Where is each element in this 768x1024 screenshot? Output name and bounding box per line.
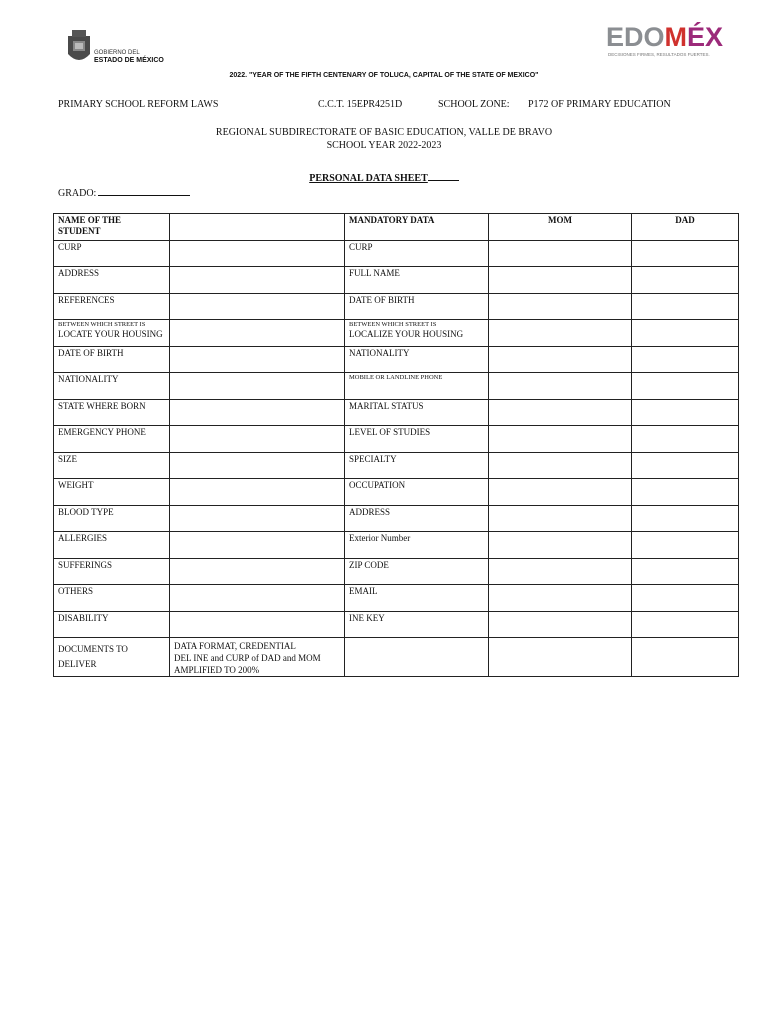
student-field-input[interactable] — [170, 426, 345, 453]
parent-street-big: LOCALIZE YOUR HOUSING — [349, 329, 464, 339]
school-year: SCHOOL YEAR 2022-2023 — [326, 140, 442, 151]
title-underline — [428, 170, 459, 181]
parent-field-label: DATE OF BIRTH — [345, 293, 489, 320]
student-field-input[interactable] — [170, 267, 345, 294]
mom-field-input[interactable] — [489, 505, 632, 532]
mom-field-input[interactable] — [489, 585, 632, 612]
dad-field-input[interactable] — [632, 320, 739, 347]
header-mandatory: MANDATORY DATA — [345, 214, 489, 241]
government-logo — [64, 28, 174, 72]
student-field-input[interactable] — [170, 346, 345, 373]
mom-field-input[interactable] — [489, 320, 632, 347]
table-row — [54, 479, 739, 506]
table-row — [54, 505, 739, 532]
student-field-label: SUFFERINGS — [54, 558, 170, 585]
table-row — [54, 373, 739, 400]
cct-code: C.C.T. 15EPR4251D — [318, 99, 403, 110]
student-field-input[interactable] — [170, 479, 345, 506]
student-field-input[interactable] — [170, 373, 345, 400]
parent-field-label: SPECIALTY — [345, 452, 489, 479]
dad-field-input[interactable] — [632, 505, 739, 532]
page-title — [0, 170, 768, 184]
table-row — [54, 267, 739, 294]
student-field-input[interactable] — [170, 293, 345, 320]
brand-m: M — [664, 22, 688, 52]
student-field-input[interactable] — [170, 505, 345, 532]
parent-field-label: EMAIL — [345, 585, 489, 612]
student-field-label: DISABILITY — [54, 611, 170, 638]
personal-data-table — [53, 213, 739, 677]
table-row — [54, 426, 739, 453]
page-title-text: PERSONAL DATA SHEET — [309, 173, 428, 184]
government-name — [94, 50, 164, 64]
student-field-input[interactable] — [170, 240, 345, 267]
mom-field-input[interactable] — [489, 373, 632, 400]
mom-field-input[interactable] — [489, 267, 632, 294]
student-field-label: NATIONALITY — [54, 373, 170, 400]
header-mom: MOM — [489, 214, 632, 241]
parent-field-label: CURP — [345, 240, 489, 267]
mom-field-input[interactable] — [489, 240, 632, 267]
student-street-small: BETWEEN WHICH STREET IS — [58, 321, 146, 328]
header-student: NAME OF THE STUDENT — [54, 214, 170, 241]
table-row — [54, 320, 739, 347]
parent-street-label — [345, 320, 489, 347]
dad-field-input[interactable] — [632, 558, 739, 585]
student-field-input[interactable] — [170, 611, 345, 638]
year-motto: 2022. "YEAR OF THE FIFTH CENTENARY OF TOLUCA, CAPITAL OF THE STATE OF MEXICO" — [229, 72, 539, 79]
school-zone-value: P172 OF PRIMARY EDUCATION — [528, 99, 671, 110]
dad-documents-input[interactable] — [632, 638, 739, 677]
parent-field-label: Exterior Number — [345, 532, 489, 559]
table-header-row — [54, 214, 739, 241]
table-row — [54, 240, 739, 267]
dad-field-input[interactable] — [632, 479, 739, 506]
mom-documents-input[interactable] — [489, 638, 632, 677]
parent-field-label: INE KEY — [345, 611, 489, 638]
gov-line-1: GOBIERNO DEL — [94, 50, 140, 56]
dad-field-input[interactable] — [632, 426, 739, 453]
dad-field-input[interactable] — [632, 585, 739, 612]
student-field-label: OTHERS — [54, 585, 170, 612]
parent-field-label: MARITAL STATUS — [345, 399, 489, 426]
grado-field[interactable] — [58, 185, 190, 199]
mom-field-input[interactable] — [489, 558, 632, 585]
student-field-label: SIZE — [54, 452, 170, 479]
edomex-tagline: DECISIONES FIRMES, RESULTADOS FUERTES. — [608, 52, 710, 57]
parent-field-label: NATIONALITY — [345, 346, 489, 373]
brand-edo: EDO — [606, 22, 665, 52]
school-type: PRIMARY SCHOOL REFORM LAWS — [58, 99, 219, 110]
dad-field-input[interactable] — [632, 611, 739, 638]
student-field-label: REFERENCES — [54, 293, 170, 320]
phone-label: MOBILE OR LANDLINE PHONE — [349, 374, 443, 381]
student-field-label: CURP — [54, 240, 170, 267]
table-row — [54, 558, 739, 585]
student-field-label: EMERGENCY PHONE — [54, 426, 170, 453]
mom-field-input[interactable] — [489, 532, 632, 559]
state-seal-icon — [64, 28, 94, 68]
dad-field-input[interactable] — [632, 532, 739, 559]
mom-field-input[interactable] — [489, 611, 632, 638]
table-row — [54, 399, 739, 426]
student-field-input[interactable] — [170, 532, 345, 559]
edomex-wordmark — [606, 22, 723, 53]
dad-field-input[interactable] — [632, 373, 739, 400]
student-field-label: BLOOD TYPE — [54, 505, 170, 532]
documents-empty[interactable] — [345, 638, 489, 677]
documents-value-2: DEL INE and CURP of DAD and MOM — [174, 653, 321, 663]
dad-field-input[interactable] — [632, 267, 739, 294]
parent-street-small: BETWEEN WHICH STREET IS — [349, 321, 437, 328]
mom-field-input[interactable] — [489, 399, 632, 426]
student-field-input[interactable] — [170, 558, 345, 585]
dad-field-input[interactable] — [632, 452, 739, 479]
student-field-label: DATE OF BIRTH — [54, 346, 170, 373]
mom-field-input[interactable] — [489, 452, 632, 479]
student-street-label — [54, 320, 170, 347]
school-zone-label: SCHOOL ZONE: — [438, 99, 510, 110]
student-field-input[interactable] — [170, 452, 345, 479]
student-field-input[interactable] — [170, 320, 345, 347]
mom-field-input[interactable] — [489, 293, 632, 320]
subdirectorate: REGIONAL SUBDIRECTORATE OF BASIC EDUCATION, VALLE DE BRAVO — [215, 127, 553, 138]
documents-label-2: DELIVER — [58, 659, 97, 669]
student-field-label: ALLERGIES — [54, 532, 170, 559]
documents-label — [54, 638, 170, 677]
grado-blank[interactable] — [98, 185, 190, 196]
parent-field-label: LEVEL OF STUDIES — [345, 426, 489, 453]
student-field-input[interactable] — [170, 399, 345, 426]
table-row — [54, 585, 739, 612]
mom-field-input[interactable] — [489, 346, 632, 373]
table-row — [54, 293, 739, 320]
parent-field-label: ADDRESS — [345, 505, 489, 532]
dad-field-input[interactable] — [632, 293, 739, 320]
header-dad: DAD — [632, 214, 739, 241]
dad-field-input[interactable] — [632, 399, 739, 426]
table-row — [54, 346, 739, 373]
header-student-value — [170, 214, 345, 241]
student-field-label: STATE WHERE BORN — [54, 399, 170, 426]
student-street-big: LOCATE YOUR HOUSING — [58, 329, 163, 339]
student-field-label: WEIGHT — [54, 479, 170, 506]
documents-value-3: AMPLIFIED TO 200% — [174, 665, 260, 675]
dad-field-input[interactable] — [632, 346, 739, 373]
gov-line-2: ESTADO DE MÉXICO — [94, 57, 164, 64]
table-row — [54, 452, 739, 479]
documents-value — [170, 638, 345, 677]
brand-ex: ÉX — [687, 22, 724, 52]
table-row — [54, 611, 739, 638]
documents-value-1: DATA FORMAT, CREDENTIAL — [174, 641, 296, 651]
parent-field-label: ZIP CODE — [345, 558, 489, 585]
documents-label-1: DOCUMENTS TO — [58, 644, 128, 654]
parent-phone-label — [345, 373, 489, 400]
parent-field-label: FULL NAME — [345, 267, 489, 294]
student-field-label: ADDRESS — [54, 267, 170, 294]
student-field-input[interactable] — [170, 585, 345, 612]
table-row — [54, 532, 739, 559]
edomex-logo — [600, 22, 730, 62]
dad-field-input[interactable] — [632, 240, 739, 267]
mom-field-input[interactable] — [489, 426, 632, 453]
mom-field-input[interactable] — [489, 479, 632, 506]
parent-field-label: OCCUPATION — [345, 479, 489, 506]
grado-label: GRADO: — [58, 188, 97, 199]
documents-row — [54, 638, 739, 677]
